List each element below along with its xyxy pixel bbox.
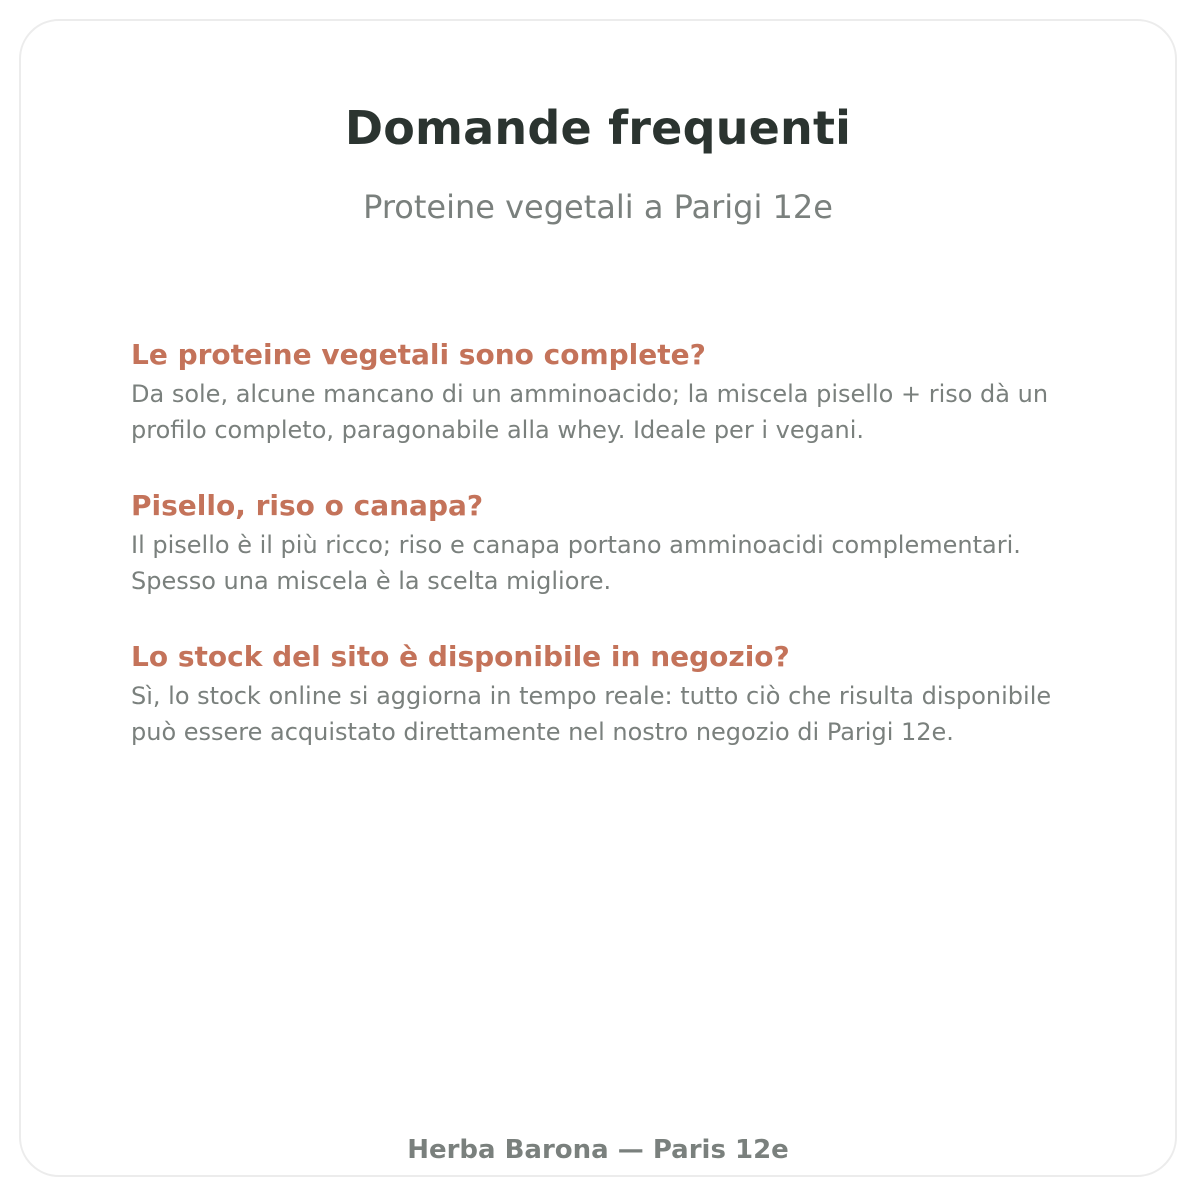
faq-question: Le proteine vegetali sono complete? xyxy=(131,338,706,371)
faq-answer: Sì, lo stock online si aggiorna in tempo reale: tutto ciò che risulta disponibile può essere acquistato direttamente nel nostro negozio di Parigi 12e. xyxy=(131,682,1052,746)
page-title: Domande frequenti xyxy=(344,101,852,155)
footer-brand: Herba Barona — Paris 12e xyxy=(407,1135,789,1165)
faq-card xyxy=(19,19,1177,1177)
page-subtitle: Proteine vegetali a Parigi 12e xyxy=(363,188,833,226)
faq-answer: Da sole, alcune mancano di un amminoacido; la miscela pisello + riso dà un profilo completo, paragonabile alla whey. Ideale per i vegani. xyxy=(131,380,1049,444)
faq-item xyxy=(131,639,1091,750)
faq-item xyxy=(131,488,1091,599)
faq-answer: Il pisello è il più ricco; riso e canapa portano amminoacidi complementari. Spesso una miscela è la scelta migliore. xyxy=(131,531,1021,595)
faq-question: Pisello, riso o canapa? xyxy=(131,489,484,522)
faq-question: Lo stock del sito è disponibile in negozio? xyxy=(131,640,790,673)
faq-list xyxy=(131,337,1091,790)
faq-item xyxy=(131,337,1091,448)
